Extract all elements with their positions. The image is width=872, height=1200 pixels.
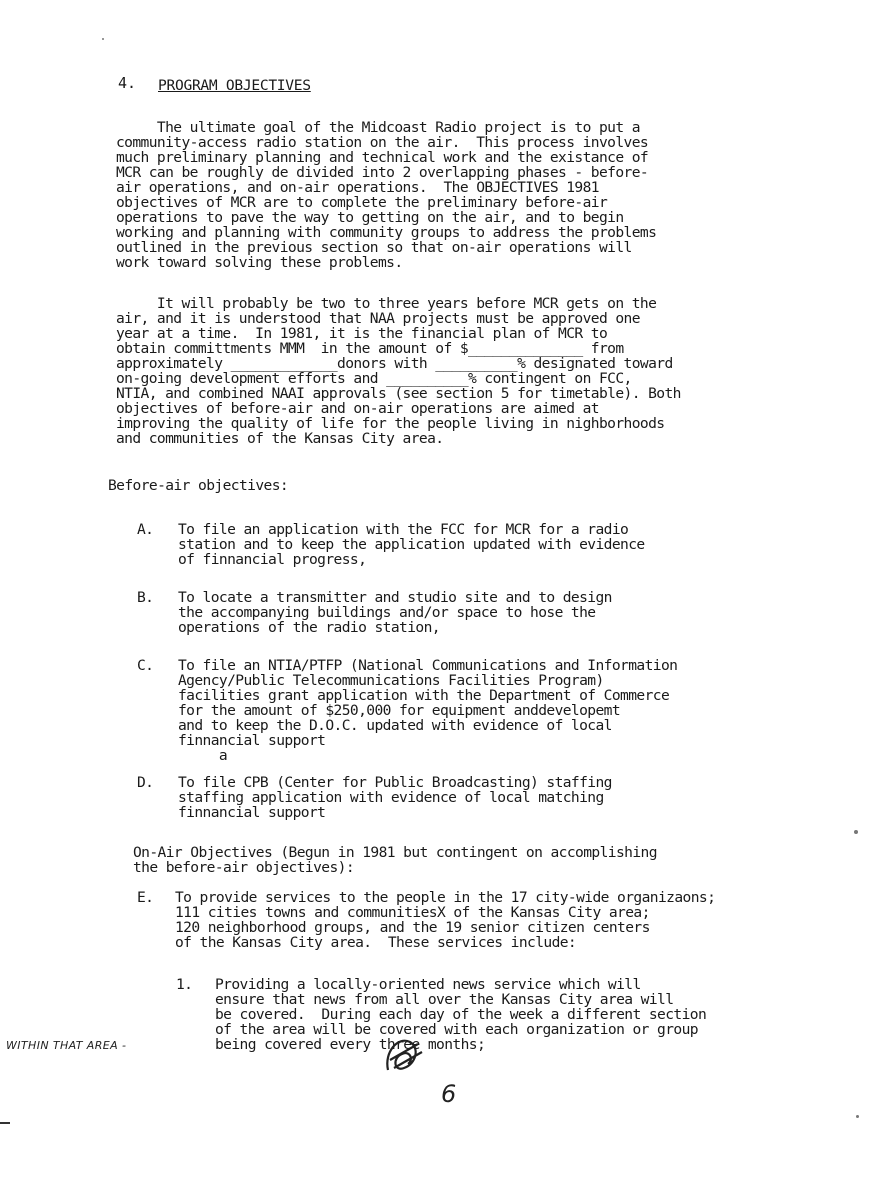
item-letter: C.	[137, 657, 154, 674]
subitem-line: be covered. During each day of the week a different section	[215, 1006, 707, 1023]
paragraph-line: objectives of MCR are to complete the preliminary before-air	[116, 194, 608, 211]
section-number: 4.	[118, 74, 137, 92]
item-line: a	[178, 747, 228, 764]
item-letter: E.	[137, 889, 154, 906]
item-line: To file an application with the FCC for MCR for a radio	[178, 521, 629, 538]
section-title: PROGRAM OBJECTIVES	[158, 77, 311, 94]
paragraph-line: MCR can be roughly de divided into 2 overlapping phases - before-	[116, 164, 649, 181]
item-line: To file CPB (Center for Public Broadcasting) staffing	[178, 774, 612, 791]
paragraph-line: on-going development efforts and __________% contingent on FCC,	[116, 370, 632, 387]
item-line: 120 neighborhood groups, and the 19 senior citizen centers	[175, 919, 650, 936]
handwritten-margin-note: WITHIN THAT AREA -	[6, 1039, 127, 1052]
before-air-heading: Before-air objectives:	[108, 477, 289, 494]
item-line: and to keep the D.O.C. updated with evidence of local	[178, 717, 612, 734]
paragraph-line: working and planning with community groups to address the problems	[116, 224, 657, 241]
item-line: of the Kansas City area. These services include:	[175, 934, 577, 951]
item-line: Agency/Public Telecommunications Facilities Program)	[178, 672, 604, 689]
item-letter: D.	[137, 774, 154, 791]
subitem-line: ensure that news from all over the Kansas City area will	[215, 991, 674, 1008]
paragraph-line: outlined in the previous section so that on-air operations will	[116, 239, 632, 256]
subitem-number: 1.	[176, 976, 193, 993]
paragraph-line: objectives of before-air and on-air operations are aimed at	[116, 400, 599, 417]
item-line: finnancial support	[178, 804, 326, 821]
paragraph-line: much preliminary planning and technical work and the existance of	[116, 149, 649, 166]
scan-edge-mark	[0, 1122, 10, 1124]
subitem-line: being covered every three months;	[215, 1036, 486, 1053]
item-letter: B.	[137, 589, 154, 606]
paragraph-line: operations to pave the way to getting on the air, and to begin	[116, 209, 624, 226]
item-line: To provide services to the people in the 17 city-wide organizaons;	[175, 889, 716, 906]
item-line: To locate a transmitter and studio site and to design	[178, 589, 612, 606]
paragraph-line: obtain committments MMM in the amount of $______________ from	[116, 340, 624, 357]
item-line: the accompanying buildings and/or space to hose the	[178, 604, 596, 621]
paragraph-line: year at a time. In 1981, it is the financial plan of MCR to	[116, 325, 608, 342]
item-line: of finnancial progress,	[178, 551, 367, 568]
item-line: staffing application with evidence of local matching	[178, 789, 604, 806]
item-line: 111 cities towns and communitiesX of the Kansas City area;	[175, 904, 650, 921]
paragraph-line: air operations, and on-air operations. The OBJECTIVES 1981	[116, 179, 599, 196]
item-line: facilities grant application with the Department of Commerce	[178, 687, 670, 704]
subitem-line: of the area will be covered with each organization or group	[215, 1021, 698, 1038]
paragraph-line: community-access radio station on the air. This process involves	[116, 134, 649, 151]
paragraph-line: approximately _____________donors with __________% designated toward	[116, 355, 673, 372]
paragraph-line: improving the quality of life for the people living in nighborhoods	[116, 415, 665, 432]
on-air-heading: On-Air Objectives (Begun in 1981 but contingent on accomplishing	[133, 844, 657, 861]
paragraph-line: air, and it is understood that NAA projects must be approved one	[116, 310, 640, 327]
item-line: finnancial support	[178, 732, 326, 749]
paragraph-line: It will probably be two to three years before MCR gets on the	[116, 295, 657, 312]
item-line: operations of the radio station,	[178, 619, 440, 636]
handwritten-page-number: 6	[441, 1080, 457, 1108]
on-air-heading: the before-air objectives):	[133, 859, 355, 876]
item-line: for the amount of $250,000 for equipment anddevelopemt	[178, 702, 621, 719]
paragraph-line: work toward solving these problems.	[116, 254, 403, 271]
paragraph-line: The ultimate goal of the Midcoast Radio project is to put a	[116, 119, 640, 136]
subitem-line: Providing a locally-oriented news service which will	[215, 976, 641, 993]
item-line: station and to keep the application updated with evidence	[178, 536, 645, 553]
item-line: To file an NTIA/PTFP (National Communications and Information	[178, 657, 678, 674]
scan-speck	[102, 38, 104, 40]
paragraph-line: and communities of the Kansas City area.	[116, 430, 444, 447]
scan-speck	[856, 1115, 859, 1118]
paragraph-line: NTIA, and combined NAAI approvals (see section 5 for timetable). Both	[116, 385, 681, 402]
item-letter: A.	[137, 521, 154, 538]
scribble-mark	[380, 1030, 430, 1080]
scan-speck	[854, 830, 858, 834]
